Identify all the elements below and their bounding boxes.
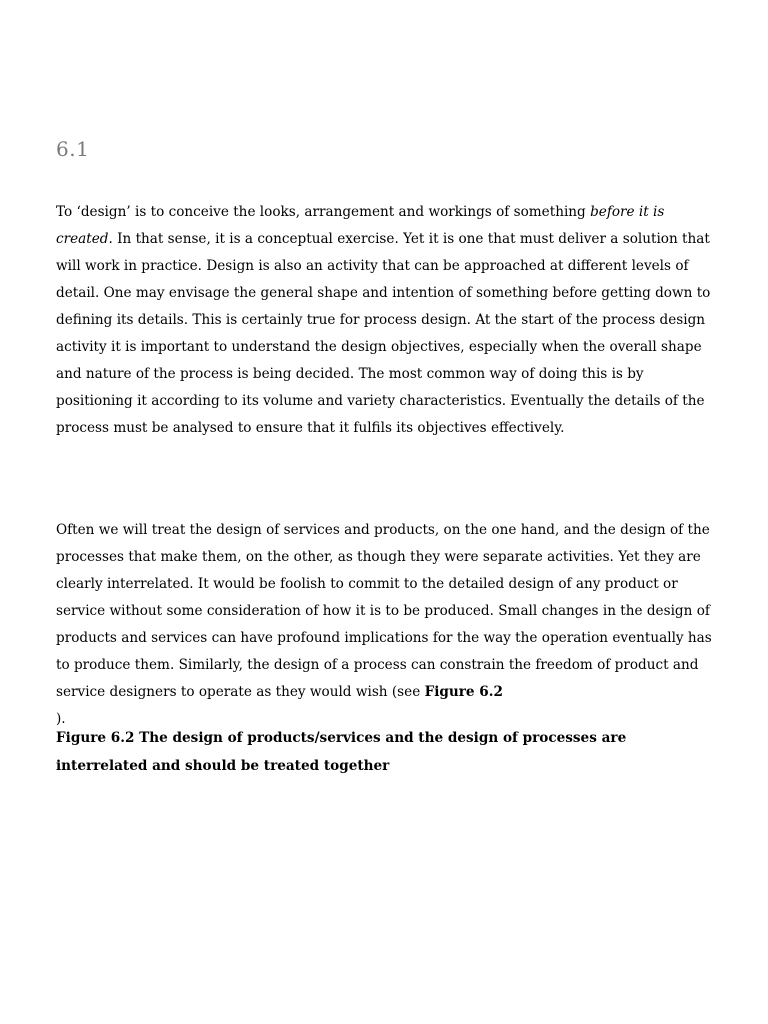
figure-reference-link[interactable]: Figure 6.2 [424, 684, 503, 700]
intro-paragraph [56, 199, 716, 442]
intro-italic-phrase: before it is created [56, 204, 665, 247]
body-text-closing: ). [56, 711, 66, 727]
intro-text-start: To ‘design’ is to conceive the looks, arrangement and workings of something [56, 204, 591, 220]
intro-text-end: . In that sense, it is a conceptual exercise. Yet it is one that must deliver a solution that will work in practice. Design is also an activity that can be approached at different levels of detail. One may envisage the general shape and intention of something before getting down to defining its details. This is certainly true for process design. At the start of the process design activity it is important to understand the design objectives, especially when the overall shape and nature of the process is being decided. The most common way of doing this is by positioning it according to its volume and variety characteristics. Eventually the details of the process must be analysed to ensure that it fulfils its objectives effectively. [56, 231, 711, 436]
figure-caption: Figure 6.2 The design of products/services and the design of processes are interrelated and should be treated together [56, 730, 627, 774]
body-text: Often we will treat the design of services and products, on the one hand, and the design of the processes that make them, on the other, as though they were separate activities. Yet they are clearly interrelated. It would be foolish to commit to the detailed design of any product or service without some consideration of how it is to be produced. Small changes in the design of products and services can have profound implications for the way the operation eventually has to produce them. Similarly, the design of a process can constrain the freedom of product and service designers to operate as they would wish (see [56, 522, 712, 700]
body-paragraph [56, 517, 716, 733]
section-number: 6.1 [56, 137, 90, 161]
